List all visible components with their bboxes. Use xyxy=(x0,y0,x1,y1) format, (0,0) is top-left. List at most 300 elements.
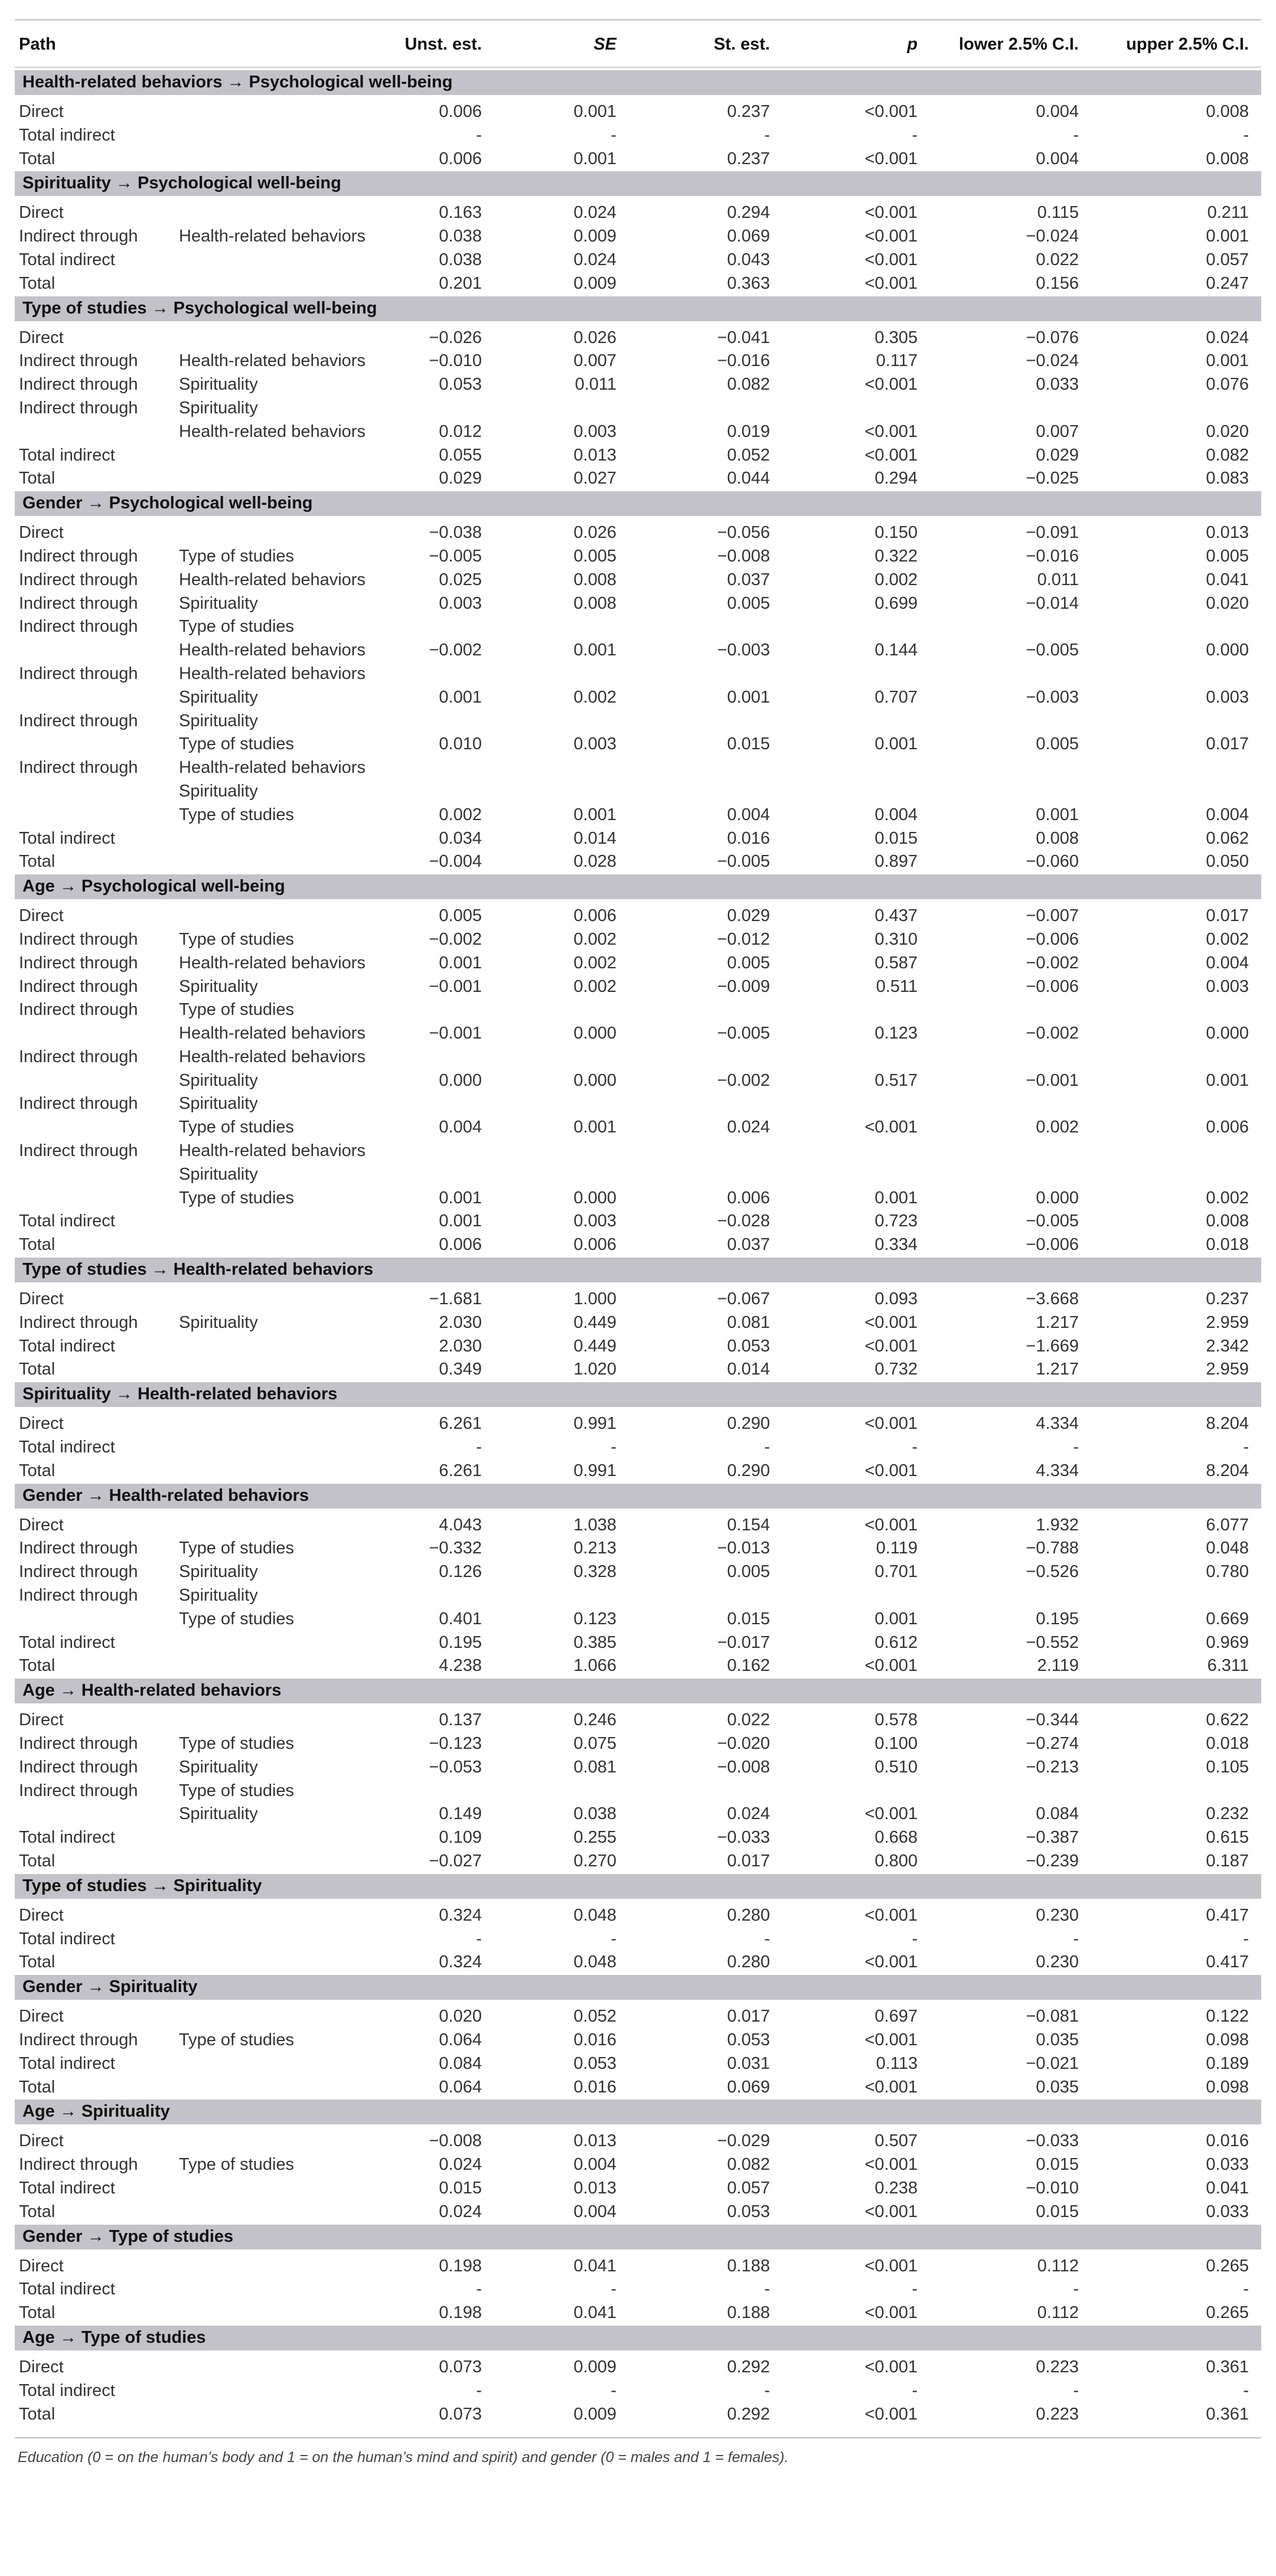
unst-est-cell: 0.001 xyxy=(439,1188,482,1207)
table-row xyxy=(15,200,1261,223)
table-row xyxy=(15,1310,1261,1333)
section-title: Gender → Health-related behaviors xyxy=(22,1485,309,1505)
st-est-cell: −0.005 xyxy=(717,1024,770,1043)
unst-est-cell: 0.149 xyxy=(439,1804,482,1824)
st-est-cell: 0.154 xyxy=(727,1515,770,1535)
header-upper-ci: upper 2.5% C.I. xyxy=(1126,35,1249,54)
unst-est-cell: 0.005 xyxy=(439,906,482,926)
results-table xyxy=(15,19,1261,2466)
lower-ci-cell: 0.230 xyxy=(1036,1953,1079,1972)
mediator-label: Health-related behaviors xyxy=(179,422,365,441)
se-cell: 0.009 xyxy=(573,2404,616,2424)
se-cell: 0.449 xyxy=(573,1336,616,1356)
st-est-cell: −0.041 xyxy=(717,328,770,347)
se-cell: 0.003 xyxy=(573,422,616,441)
table-row xyxy=(15,2300,1261,2323)
p-value-cell: 0.612 xyxy=(874,1633,918,1652)
p-value-cell: 0.732 xyxy=(874,1360,918,1379)
st-est-cell: 0.001 xyxy=(727,687,770,707)
p-value-cell: 0.697 xyxy=(874,2007,918,2026)
upper-ci-cell: 0.057 xyxy=(1206,250,1249,269)
upper-ci-cell: 0.969 xyxy=(1206,1633,1249,1652)
upper-ci-cell: 0.008 xyxy=(1206,149,1249,168)
upper-ci-cell: 0.018 xyxy=(1206,1734,1249,1754)
se-cell: 0.002 xyxy=(573,953,616,972)
st-est-cell: 0.024 xyxy=(727,1804,770,1824)
se-cell: 0.002 xyxy=(573,977,616,996)
unst-est-cell: 0.025 xyxy=(439,570,482,589)
path-label: Total indirect xyxy=(19,2381,115,2400)
table-row xyxy=(15,1185,1261,1209)
upper-ci-cell: 0.004 xyxy=(1206,805,1249,824)
unst-est-cell: - xyxy=(476,1929,482,1948)
table-bottom-rule xyxy=(15,2437,1261,2438)
p-value-cell: 0.004 xyxy=(874,805,918,824)
header-se: SE xyxy=(593,35,616,54)
p-value-cell: 0.334 xyxy=(874,1235,918,1255)
path-label: Direct xyxy=(19,102,64,121)
path-label: Indirect through xyxy=(19,1562,138,1582)
se-cell: 0.013 xyxy=(573,2131,616,2151)
table-row xyxy=(15,99,1261,122)
lower-ci-cell: −0.025 xyxy=(1026,469,1079,488)
unst-est-cell: 0.006 xyxy=(439,1235,482,1255)
lower-ci-cell: 4.334 xyxy=(1036,1461,1079,1480)
table-row xyxy=(15,1559,1261,1582)
upper-ci-cell: 0.361 xyxy=(1206,2404,1249,2424)
path-label: Indirect through xyxy=(19,570,138,589)
mediator-label: Spirituality xyxy=(179,711,258,730)
upper-ci-cell: 0.050 xyxy=(1206,852,1249,871)
lower-ci-cell: 0.223 xyxy=(1036,2404,1079,2424)
p-value-cell: <0.001 xyxy=(864,149,918,168)
unst-est-cell: 0.064 xyxy=(439,2077,482,2097)
table-row xyxy=(15,465,1261,489)
mediator-label: Spirituality xyxy=(179,1070,258,1090)
table-row xyxy=(15,1044,1261,1067)
path-label: Indirect through xyxy=(19,711,138,730)
p-value-cell: <0.001 xyxy=(864,1313,918,1332)
p-value-cell: 0.001 xyxy=(874,1609,918,1628)
path-label: Total xyxy=(19,273,56,293)
unst-est-cell: 6.261 xyxy=(439,1414,482,1434)
p-value-cell: <0.001 xyxy=(864,2303,918,2323)
se-cell: 0.008 xyxy=(573,593,616,613)
se-cell: 0.024 xyxy=(573,203,616,223)
p-value-cell: <0.001 xyxy=(864,375,918,394)
se-cell: 1.038 xyxy=(573,1515,616,1535)
path-label: Indirect through xyxy=(19,593,138,613)
lower-ci-cell: 2.119 xyxy=(1037,1656,1079,1676)
se-cell: 0.385 xyxy=(573,1633,616,1652)
table-row xyxy=(15,1754,1261,1778)
st-est-cell: 0.024 xyxy=(727,1118,770,1137)
table-row xyxy=(15,1707,1261,1731)
section-title: Type of studies → Psychological well-being xyxy=(22,298,377,318)
section-header xyxy=(15,2326,1261,2350)
unst-est-cell: 0.349 xyxy=(439,1360,482,1379)
upper-ci-cell: 0.265 xyxy=(1206,2303,1249,2323)
table-row xyxy=(15,1434,1261,1458)
path-label: Total xyxy=(19,149,56,168)
unst-est-cell: −0.002 xyxy=(429,641,482,660)
se-cell: 0.028 xyxy=(573,852,616,871)
mediator-label: Health-related behaviors xyxy=(179,641,365,660)
table-row xyxy=(15,2128,1261,2151)
se-cell: 0.009 xyxy=(573,273,616,293)
upper-ci-cell: 0.076 xyxy=(1206,375,1249,394)
path-label: Total indirect xyxy=(19,2053,115,2073)
se-cell: 0.449 xyxy=(573,1313,616,1332)
lower-ci-cell: −0.006 xyxy=(1026,1235,1079,1255)
p-value-cell: <0.001 xyxy=(864,2357,918,2376)
path-label: Total indirect xyxy=(19,250,115,269)
unst-est-cell: 0.324 xyxy=(439,1953,482,1972)
unst-est-cell: 0.201 xyxy=(439,273,482,293)
table-row xyxy=(15,1020,1261,1044)
upper-ci-cell: 2.342 xyxy=(1206,1336,1249,1356)
unst-est-cell: 0.195 xyxy=(439,1633,482,1652)
lower-ci-cell: 0.029 xyxy=(1036,445,1079,465)
se-cell: 0.026 xyxy=(573,523,616,543)
upper-ci-cell: 0.000 xyxy=(1206,641,1249,660)
p-value-cell: 0.587 xyxy=(874,953,918,972)
se-cell: - xyxy=(611,125,616,145)
unst-est-cell: 2.030 xyxy=(439,1313,482,1332)
unst-est-cell: −0.010 xyxy=(429,351,482,371)
se-cell: 0.007 xyxy=(573,351,616,371)
st-est-cell: 0.015 xyxy=(727,1609,770,1628)
se-cell: 0.328 xyxy=(573,1562,616,1582)
st-est-cell: −0.056 xyxy=(717,523,770,543)
table-row xyxy=(15,1926,1261,1950)
lower-ci-cell: −0.021 xyxy=(1026,2053,1079,2073)
p-value-cell: - xyxy=(912,2381,918,2400)
p-value-cell: 0.015 xyxy=(874,828,918,848)
table-row xyxy=(15,1606,1261,1630)
se-cell: 0.001 xyxy=(573,805,616,824)
table-row xyxy=(15,1208,1261,1232)
se-cell: 0.009 xyxy=(573,227,616,246)
p-value-cell: 0.113 xyxy=(876,2053,918,2073)
se-cell: 0.003 xyxy=(573,1212,616,1231)
st-est-cell: 0.043 xyxy=(727,250,770,269)
upper-ci-cell: 0.780 xyxy=(1206,1562,1249,1582)
p-value-cell: <0.001 xyxy=(864,2202,918,2221)
unst-est-cell: 6.261 xyxy=(439,1461,482,1480)
lower-ci-cell: −0.024 xyxy=(1026,351,1079,371)
path-label: Indirect through xyxy=(19,1586,138,1605)
p-value-cell: <0.001 xyxy=(864,102,918,121)
unst-est-cell: −0.002 xyxy=(429,929,482,949)
lower-ci-cell: 0.223 xyxy=(1036,2357,1079,2376)
st-est-cell: 0.237 xyxy=(727,149,770,168)
path-label: Indirect through xyxy=(19,977,138,996)
lower-ci-cell: −0.003 xyxy=(1026,687,1079,707)
table-row xyxy=(15,442,1261,466)
section-title: Age → Psychological well-being xyxy=(22,877,285,896)
se-cell: 0.003 xyxy=(573,734,616,754)
path-label: Direct xyxy=(19,1515,64,1535)
path-label: Total xyxy=(19,1360,56,1379)
mediator-label: Spirituality xyxy=(179,1094,258,1114)
lower-ci-cell: 0.015 xyxy=(1036,2202,1079,2221)
lower-ci-cell: 1.932 xyxy=(1036,1515,1079,1535)
upper-ci-cell: 0.002 xyxy=(1206,929,1249,949)
unst-est-cell: - xyxy=(476,1438,482,1457)
unst-est-cell: 0.163 xyxy=(439,203,482,223)
upper-ci-cell: 0.669 xyxy=(1206,1609,1249,1628)
st-est-cell: 0.044 xyxy=(727,469,770,488)
path-label: Total indirect xyxy=(19,1336,115,1356)
st-est-cell: −0.028 xyxy=(717,1212,770,1231)
path-label: Indirect through xyxy=(19,1000,138,1020)
st-est-cell: −0.008 xyxy=(717,1757,770,1777)
p-value-cell: <0.001 xyxy=(864,2256,918,2275)
path-label: Direct xyxy=(19,1710,64,1730)
unst-est-cell: 0.006 xyxy=(439,149,482,168)
upper-ci-cell: 0.615 xyxy=(1206,1828,1249,1847)
table-row xyxy=(15,974,1261,997)
section-title: Age → Spirituality xyxy=(22,2102,170,2121)
unst-est-cell: 0.198 xyxy=(439,2303,482,2323)
upper-ci-cell: 0.622 xyxy=(1206,1710,1249,1730)
st-est-cell: −0.002 xyxy=(717,1070,770,1090)
table-row xyxy=(15,1949,1261,1973)
table-row xyxy=(15,731,1261,755)
lower-ci-cell: 0.005 xyxy=(1036,734,1079,754)
st-est-cell: −0.020 xyxy=(717,1734,770,1754)
upper-ci-cell: 0.232 xyxy=(1206,1804,1249,1824)
se-cell: 0.004 xyxy=(573,2202,616,2221)
table-row xyxy=(15,2175,1261,2199)
upper-ci-cell: 0.083 xyxy=(1206,469,1249,488)
p-value-cell: <0.001 xyxy=(864,1414,918,1434)
lower-ci-cell: −0.005 xyxy=(1026,1212,1079,1231)
lower-ci-cell: −0.344 xyxy=(1026,1710,1079,1730)
lower-ci-cell: −0.060 xyxy=(1026,852,1079,871)
p-value-cell: <0.001 xyxy=(864,445,918,465)
unst-est-cell: 0.029 xyxy=(439,469,482,488)
unst-est-cell: 4.043 xyxy=(439,1515,482,1535)
unst-est-cell: 0.324 xyxy=(439,1905,482,1925)
table-row xyxy=(15,2003,1261,2027)
path-label: Direct xyxy=(19,1289,64,1309)
table-row xyxy=(15,825,1261,849)
unst-est-cell: 0.038 xyxy=(439,227,482,246)
st-est-cell: 0.081 xyxy=(727,1313,770,1332)
unst-est-cell: 0.001 xyxy=(439,687,482,707)
st-est-cell: 0.237 xyxy=(727,102,770,121)
path-label: Indirect through xyxy=(19,2155,138,2175)
table-row xyxy=(15,1232,1261,1255)
upper-ci-cell: 0.098 xyxy=(1206,2030,1249,2049)
st-est-cell: −0.008 xyxy=(717,546,770,566)
upper-ci-cell: 0.189 xyxy=(1206,2053,1249,2073)
se-cell: - xyxy=(611,2280,616,2299)
header-st-est: St. est. xyxy=(713,35,770,54)
table-row xyxy=(15,708,1261,732)
path-label: Indirect through xyxy=(19,546,138,566)
lower-ci-cell: −0.526 xyxy=(1026,1562,1079,1582)
path-label: Total xyxy=(19,2077,56,2097)
unst-est-cell: 0.064 xyxy=(439,2030,482,2049)
table-row xyxy=(15,1582,1261,1606)
st-est-cell: 0.022 xyxy=(727,1710,770,1730)
mediator-label: Type of studies xyxy=(179,2030,295,2049)
path-label: Indirect through xyxy=(19,758,138,778)
se-cell: 1.020 xyxy=(573,1360,616,1379)
st-est-cell: 0.053 xyxy=(727,1336,770,1356)
unst-est-cell: −0.038 xyxy=(429,523,482,543)
path-label: Indirect through xyxy=(19,1781,138,1800)
st-est-cell: 0.082 xyxy=(727,375,770,394)
p-value-cell: 0.510 xyxy=(874,1757,918,1777)
p-value-cell: <0.001 xyxy=(864,2077,918,2097)
st-est-cell: - xyxy=(764,2280,770,2299)
table-row xyxy=(15,2151,1261,2175)
se-cell: 1.000 xyxy=(573,1289,616,1309)
mediator-label: Spirituality xyxy=(179,1313,258,1332)
table-row xyxy=(15,1731,1261,1754)
upper-ci-cell: 0.417 xyxy=(1206,1905,1249,1925)
upper-ci-cell: 8.204 xyxy=(1206,1461,1249,1480)
table-row xyxy=(15,590,1261,614)
mediator-label: Spirituality xyxy=(179,977,258,996)
table-row xyxy=(15,1801,1261,1824)
path-label: Indirect through xyxy=(19,1734,138,1754)
unst-est-cell: 0.109 xyxy=(439,1828,482,1847)
upper-ci-cell: 0.008 xyxy=(1206,1212,1249,1231)
path-label: Indirect through xyxy=(19,1047,138,1066)
unst-est-cell: −0.008 xyxy=(429,2131,482,2151)
table-row xyxy=(15,325,1261,348)
p-value-cell: 0.707 xyxy=(874,687,918,707)
se-cell: 0.024 xyxy=(573,250,616,269)
p-value-cell: 0.897 xyxy=(874,852,918,871)
table-footnote: Education (0 = on the human’s body and 1 = on the human’s mind and spirit) and gender (0 = males and 1 = females). xyxy=(18,2449,789,2466)
lower-ci-cell: −0.006 xyxy=(1026,929,1079,949)
path-label: Total xyxy=(19,1235,56,1255)
mediator-label: Type of studies xyxy=(179,734,295,754)
path-label: Total xyxy=(19,1953,56,1972)
mediator-label: Type of studies xyxy=(179,1781,295,1800)
table-row xyxy=(15,1458,1261,1481)
lower-ci-cell: 0.112 xyxy=(1037,2303,1079,2323)
upper-ci-cell: 0.041 xyxy=(1206,2178,1249,2198)
p-value-cell: <0.001 xyxy=(864,1461,918,1480)
unst-est-cell: −0.005 xyxy=(429,546,482,566)
unst-est-cell: −0.004 xyxy=(429,852,482,871)
table-row xyxy=(15,2199,1261,2222)
path-label: Total indirect xyxy=(19,445,115,465)
p-value-cell: <0.001 xyxy=(864,227,918,246)
se-cell: 0.006 xyxy=(573,906,616,926)
upper-ci-cell: 0.017 xyxy=(1206,734,1249,754)
path-label: Direct xyxy=(19,2007,64,2026)
p-value-cell: <0.001 xyxy=(864,1515,918,1535)
path-label: Indirect through xyxy=(19,1141,138,1161)
table-row xyxy=(15,950,1261,974)
upper-ci-cell: 0.187 xyxy=(1206,1852,1249,1870)
table-row xyxy=(15,1138,1261,1161)
section-title: Gender → Psychological well-being xyxy=(22,494,313,513)
p-value-cell: - xyxy=(912,1929,918,1948)
se-cell: 0.009 xyxy=(573,2357,616,2376)
st-est-cell: −0.005 xyxy=(717,852,770,871)
p-value-cell: 0.310 xyxy=(874,929,918,949)
se-cell: 1.066 xyxy=(573,1656,616,1676)
path-label: Direct xyxy=(19,1414,64,1434)
unst-est-cell: −1.681 xyxy=(429,1289,482,1309)
section-header xyxy=(15,2225,1261,2249)
table-row xyxy=(15,1848,1261,1872)
st-est-cell: −0.033 xyxy=(717,1828,770,1847)
table-row xyxy=(15,1778,1261,1801)
path-label: Total xyxy=(19,1461,56,1480)
se-cell: 0.004 xyxy=(573,2155,616,2175)
lower-ci-cell: - xyxy=(1073,125,1079,145)
lower-ci-cell: −0.239 xyxy=(1026,1852,1079,1870)
upper-ci-cell: 0.024 xyxy=(1206,328,1249,347)
p-value-cell: 0.322 xyxy=(874,546,918,566)
mediator-label: Health-related behaviors xyxy=(179,570,365,589)
p-value-cell: - xyxy=(912,2280,918,2299)
unst-est-cell: 0.126 xyxy=(439,1562,482,1582)
upper-ci-cell: 0.001 xyxy=(1206,227,1249,246)
table-row xyxy=(15,1535,1261,1559)
section-header xyxy=(15,2100,1261,2124)
path-label: Indirect through xyxy=(19,1094,138,1114)
section-title: Type of studies → Spirituality xyxy=(22,1876,262,1895)
upper-ci-cell: 6.311 xyxy=(1207,1656,1249,1676)
path-label: Total xyxy=(19,1852,56,1870)
table-row xyxy=(15,247,1261,270)
upper-ci-cell: 0.237 xyxy=(1206,1289,1249,1309)
p-value-cell: - xyxy=(912,1438,918,1457)
header-p: p xyxy=(907,35,918,54)
table-row xyxy=(15,1091,1261,1114)
lower-ci-cell: 0.022 xyxy=(1036,250,1079,269)
se-cell: 0.246 xyxy=(573,1710,616,1730)
p-value-cell: 0.144 xyxy=(874,641,918,660)
st-est-cell: −0.016 xyxy=(717,351,770,371)
lower-ci-cell: - xyxy=(1073,2381,1079,2400)
p-value-cell: 0.723 xyxy=(874,1212,918,1231)
lower-ci-cell: −0.274 xyxy=(1026,1734,1079,1754)
se-cell: 0.011 xyxy=(575,375,616,394)
upper-ci-cell: 2.959 xyxy=(1206,1313,1249,1332)
p-value-cell: 0.123 xyxy=(874,1024,918,1043)
table-row xyxy=(15,1286,1261,1310)
unst-est-cell: 0.053 xyxy=(439,375,482,394)
table-row xyxy=(15,2027,1261,2051)
mediator-label: Health-related behaviors xyxy=(179,1024,365,1043)
upper-ci-cell: 0.098 xyxy=(1206,2077,1249,2097)
upper-ci-cell: 6.077 xyxy=(1206,1515,1249,1535)
st-est-cell: 0.057 xyxy=(727,2178,770,2198)
se-cell: - xyxy=(611,2381,616,2400)
section-header xyxy=(15,1874,1261,1899)
section-header xyxy=(15,1484,1261,1509)
lower-ci-cell: - xyxy=(1073,1438,1079,1457)
upper-ci-cell: - xyxy=(1243,2381,1249,2400)
table-row xyxy=(15,2354,1261,2378)
lower-ci-cell: 0.112 xyxy=(1037,2256,1079,2275)
upper-ci-cell: - xyxy=(1243,1438,1249,1457)
se-cell: 0.075 xyxy=(573,1734,616,1754)
upper-ci-cell: 0.048 xyxy=(1206,1539,1249,1558)
